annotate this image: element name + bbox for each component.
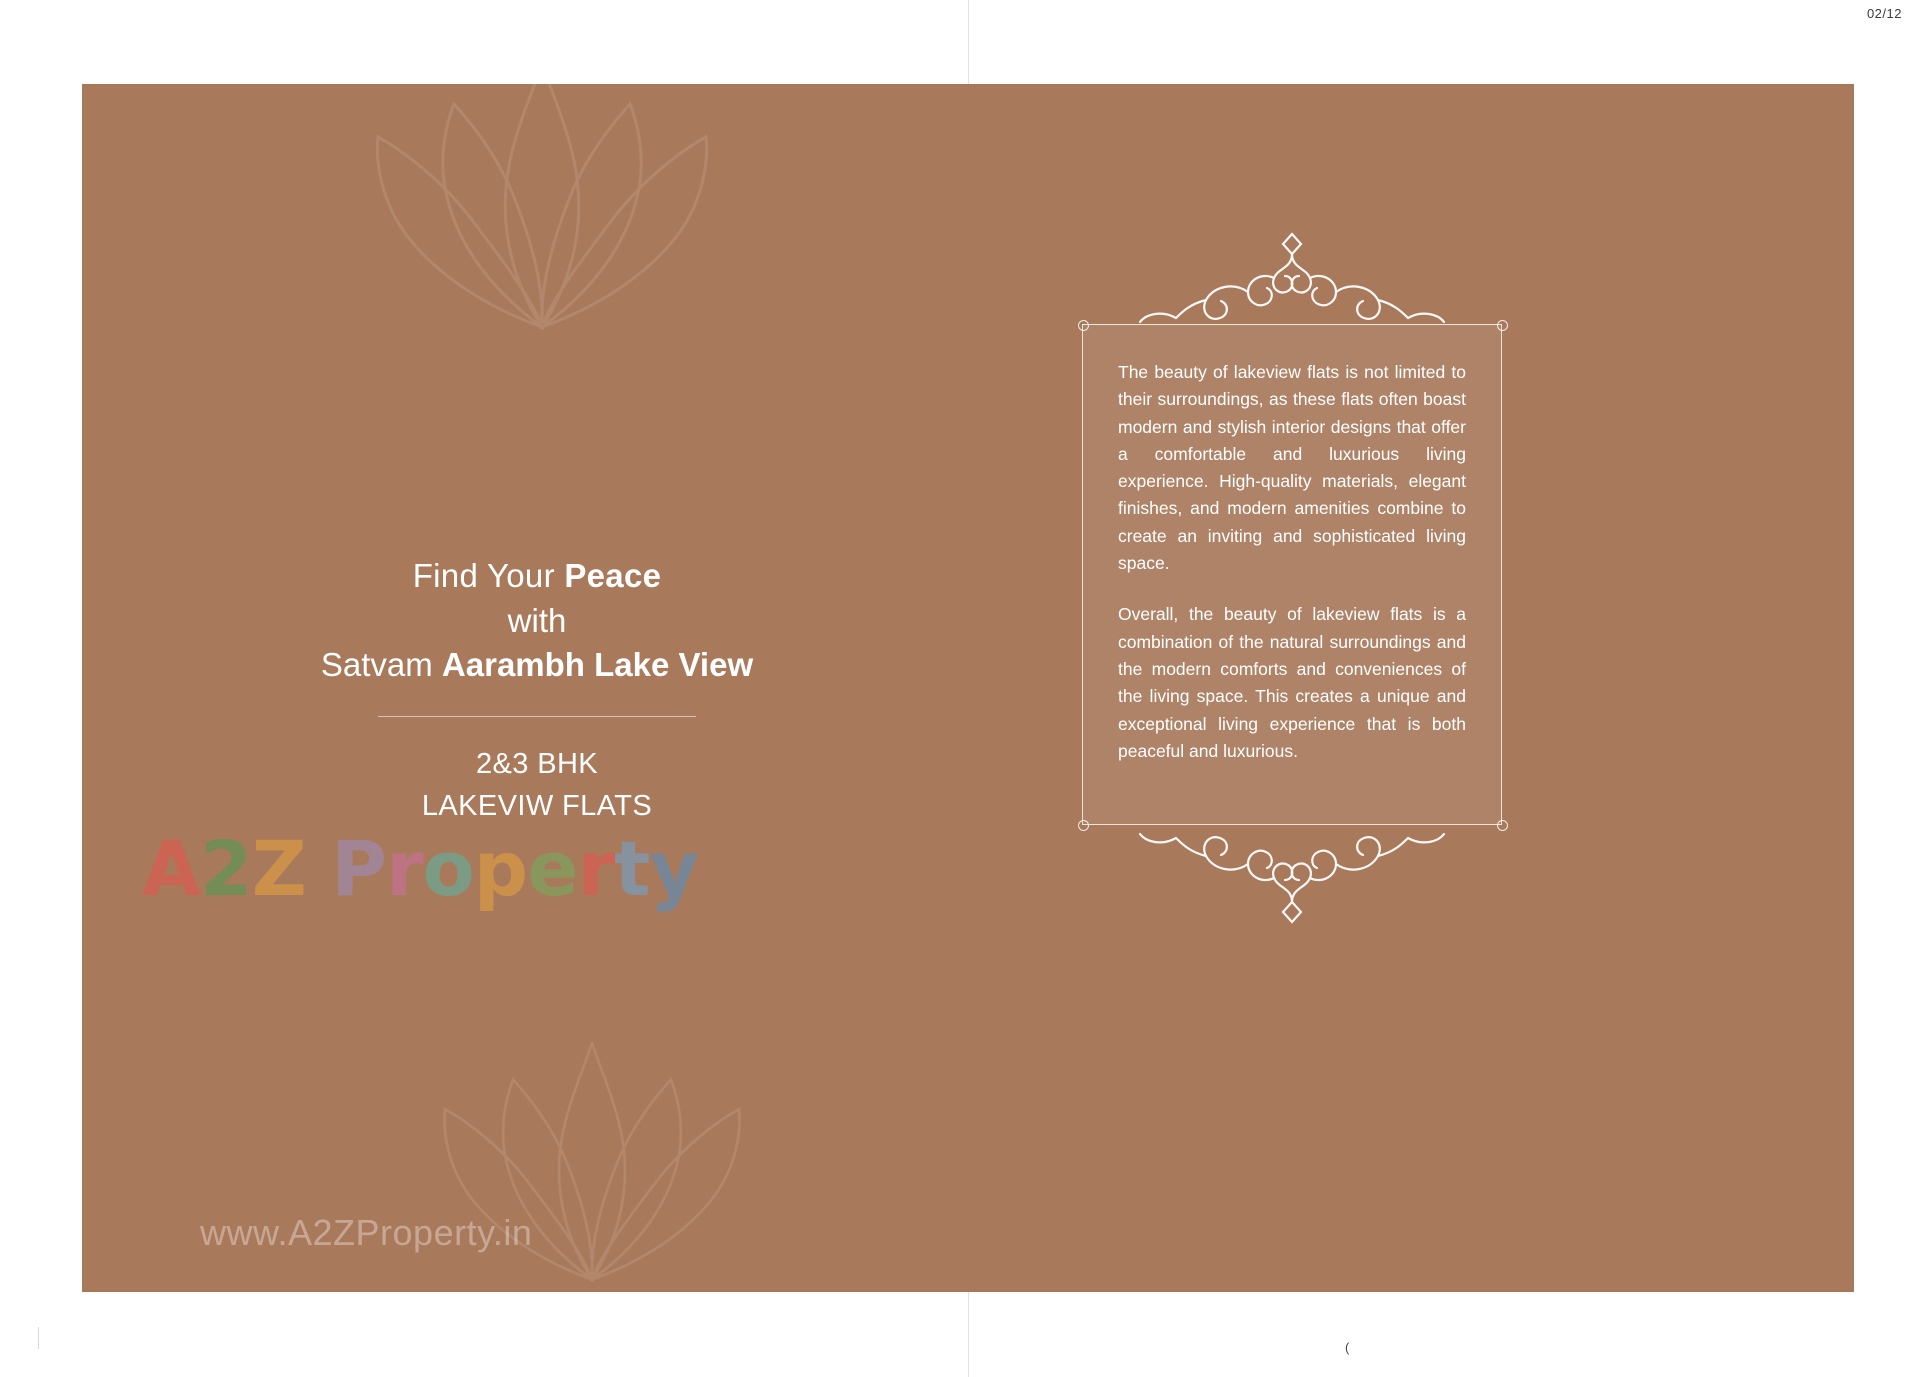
panel-bottom-rule <box>1082 824 1502 825</box>
headline-strong-peace: Peace <box>564 557 662 594</box>
panel-description-text <box>1118 359 1466 765</box>
crop-mark <box>38 1327 39 1349</box>
headline-line-1 <box>82 554 992 599</box>
panel-paragraph-1: The beauty of lakeview flats is not limited to their surroundings, as these flats often boast modern and stylish interior designs that offer a comfortable and luxurious living experience. High-quality materials, elegant finishes, and modern amenities combine to create an inviting and sophisticated living space. <box>1118 362 1466 574</box>
divider-rule <box>378 716 696 717</box>
website-url-watermark: www.A2ZProperty.in <box>200 1212 533 1253</box>
a2z-property-watermark-logo: A2Z Property <box>142 824 699 913</box>
headline-strong-project: Aarambh Lake View <box>441 646 754 684</box>
spine-bottom-mark: ( <box>1345 1340 1350 1355</box>
lotus-leaf-ornament-icon <box>312 84 772 332</box>
brochure-spread <box>82 84 1854 1292</box>
headline-prefix-satvam: Satvam <box>320 646 442 684</box>
ornamental-text-panel <box>1082 234 1502 924</box>
panel-paragraph-2: Overall, the beauty of lakeview flats is a combination of the natural surroundings and the modern comforts and conveniences of the living space. This creates a unique and exceptional living experience that is both peaceful and luxurious. <box>1118 604 1466 761</box>
headline-line-3 <box>82 643 992 688</box>
flourish-top-ornament-icon <box>1092 226 1492 326</box>
headline-line-2: with <box>507 601 567 639</box>
subhead-line-1: 2&3 BHK <box>475 747 599 780</box>
headline-prefix: Find Your <box>412 557 565 594</box>
page-number: 02/12 <box>1866 6 1902 21</box>
subhead-line-2: LAKEVIW FLATS <box>421 789 653 822</box>
headline-block <box>82 554 992 827</box>
flourish-bottom-ornament-icon <box>1092 830 1492 930</box>
